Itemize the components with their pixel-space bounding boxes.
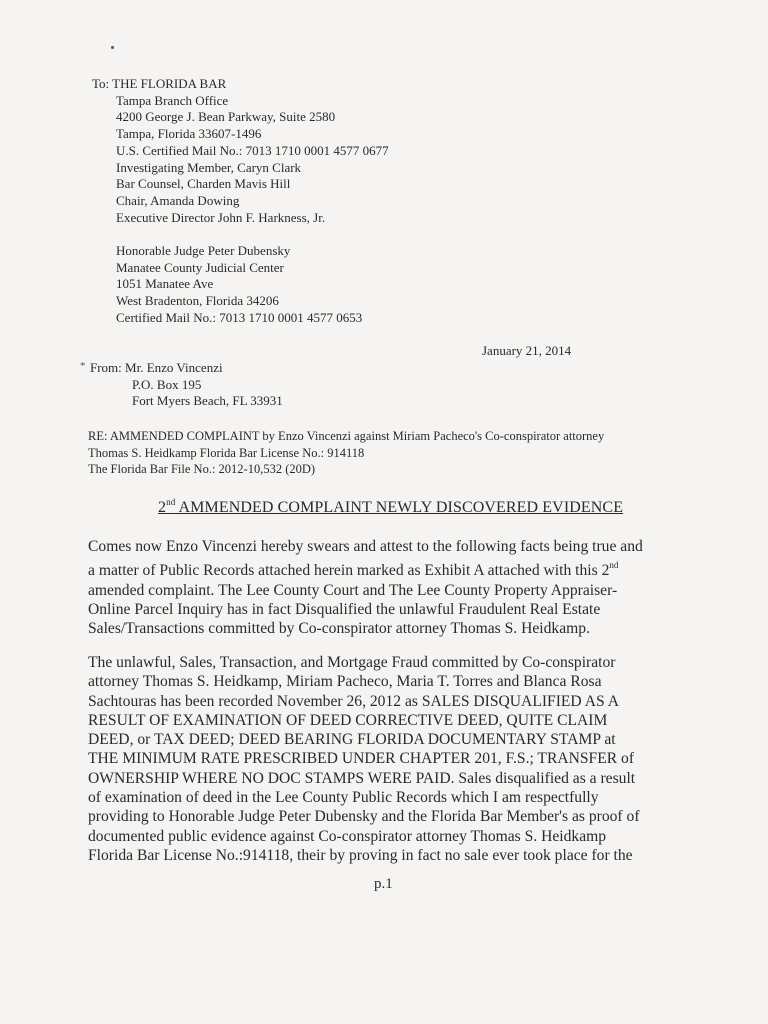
paragraph-line-text: a matter of Public Records attached herein marked as Exhibit A attached with this 2 <box>88 562 610 580</box>
re-subject-block <box>88 428 604 478</box>
document-heading <box>158 497 623 517</box>
from-line: P.O. Box 195 <box>132 376 202 392</box>
paragraph-line: of examination of deed in the Lee County Public Records which I am respectfully <box>88 789 599 807</box>
paragraph-line: The unlawful, Sales, Transaction, and Mortgage Fraud committed by Co-conspirator <box>88 654 616 671</box>
to-line: Investigating Member, Caryn Clark <box>116 159 302 175</box>
judge-line: 1051 Manatee Ave <box>116 276 214 292</box>
heading-ordinal-suffix: nd <box>166 497 176 507</box>
to-line: U.S. Certified Mail No.: 7013 1710 0001 4577 0677 <box>116 142 389 158</box>
to-line: 4200 George J. Bean Parkway, Suite 2580 <box>116 109 336 125</box>
to-address-block <box>92 76 389 226</box>
re-line: The Florida Bar File No.: 2012-10,532 (20D) <box>88 462 316 476</box>
to-line: Bar Counsel, Charden Mavis Hill <box>116 176 291 192</box>
re-line: RE: AMMENDED COMPLAINT by Enzo Vincenzi against Miriam Pacheco's Co-conspirator attorney <box>88 429 605 443</box>
from-address-block <box>90 360 283 410</box>
paragraph-line: THE MINIMUM RATE PRESCRIBED UNDER CHAPTER 201, F.S.; TRANSFER of <box>88 750 635 768</box>
paragraph-line: DEED, or TAX DEED; DEED BEARING FLORIDA DOCUMENTARY STAMP at <box>88 731 616 749</box>
judge-line: West Bradenton, Florida 34206 <box>116 293 279 309</box>
from-line: Fort Myers Beach, FL 33931 <box>132 393 283 409</box>
paragraph-line: attorney Thomas S. Heidkamp, Miriam Pacheco, Maria T. Torres and Blanca Rosa <box>88 673 602 691</box>
to-line: Tampa Branch Office <box>116 92 229 108</box>
asterisk-mark: * <box>80 360 86 372</box>
paragraph-fraud-details <box>88 653 728 865</box>
scan-speck <box>111 46 114 49</box>
paragraph-line: Florida Bar License No.:914118, their by proving in fact no sale ever took place for the <box>88 846 633 864</box>
to-line: To: THE FLORIDA BAR <box>92 76 227 91</box>
ordinal-suffix: nd <box>609 560 619 571</box>
paragraph-opening <box>88 537 728 638</box>
paragraph-line <box>88 556 728 580</box>
heading-ordinal: 2 <box>158 499 167 516</box>
letter-date: January 21, 2014 <box>482 343 572 358</box>
paragraph-line: Comes now Enzo Vincenzi hereby swears and attest to the following facts being true and <box>88 538 643 555</box>
paragraph-line: Online Parcel Inquiry has in fact Disqualified the unlawful Fraudulent Real Estate <box>88 600 601 618</box>
paragraph-line: RESULT OF EXAMINATION OF DEED CORRECTIVE DEED, QUITE CLAIM <box>88 711 608 729</box>
to-line: Tampa, Florida 33607-1496 <box>116 126 262 142</box>
paragraph-line: amended complaint. The Lee County Court and The Lee County Property Appraiser- <box>88 581 618 599</box>
paragraph-line: OWNERSHIP WHERE NO DOC STAMPS WERE PAID. Sales disqualified as a result <box>88 769 636 787</box>
re-line: Thomas S. Heidkamp Florida Bar License No.: 914118 <box>88 445 365 460</box>
judge-line: Honorable Judge Peter Dubensky <box>116 243 291 258</box>
to-line: Executive Director John F. Harkness, Jr. <box>116 209 326 225</box>
paragraph-line: Sachtouras has been recorded November 26, 2012 as SALES DISQUALIFIED AS A <box>88 692 619 710</box>
judge-address-block <box>116 243 362 327</box>
page-number: p.1 <box>374 876 393 892</box>
heading-text: AMMENDED COMPLAINT NEWLY DISCOVERED EVIDENCE <box>175 499 624 516</box>
to-line: Chair, Amanda Dowing <box>116 192 240 208</box>
paragraph-line: providing to Honorable Judge Peter Dubensky and the Florida Bar Member's as proof of <box>88 808 640 826</box>
from-line: From: Mr. Enzo Vincenzi <box>90 360 223 375</box>
judge-line: Certified Mail No.: 7013 1710 0001 4577 0653 <box>116 309 363 325</box>
paragraph-line: documented public evidence against Co-conspirator attorney Thomas S. Heidkamp <box>88 827 607 845</box>
judge-line: Manatee County Judicial Center <box>116 259 284 275</box>
paragraph-line: Sales/Transactions committed by Co-conspirator attorney Thomas S. Heidkamp. <box>88 620 590 638</box>
